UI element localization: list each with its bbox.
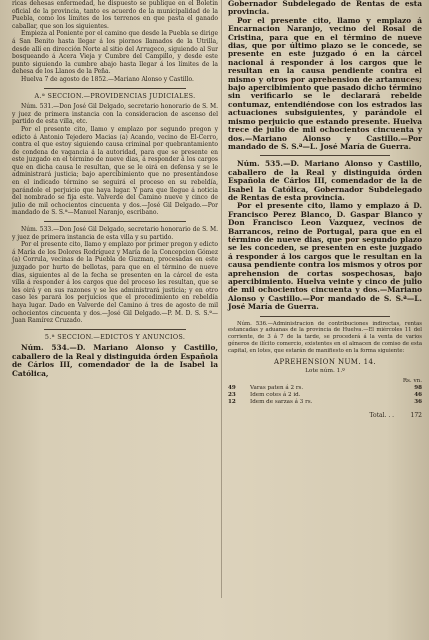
notice-533-body: Por el presente cito, llamo y emplazo por primer pregon y edicto á María de los Dolores Rodríguez y María de la Concepcion Gómez (a) Corrula, vecinas de la Puebla de Guzman, procesadas en este juzgado por hurto de bellotas, para que en el término de nueve dias, siguientes al de la fecha se presenten en la cárcel de esta villa á responder á los cargos que del proceso les resultan, que se les oirá y en sus razones y se les administrará justicia; y en otro caso les parará los perjuicios que el procedimiento en rebeldía haya lugar. Dado en Valverde del Camino á tres de agosto de mil ochocientos cincuenta y dos.—José Gil Delgado.—P. M. D. S. S.ª—Juan Ramírez Cruzado. xyxy=(12,241,218,325)
column-divider xyxy=(221,0,222,598)
notice-531-body: Por el presente cito, llamo y emplazo por segundo pregon y edicto á Antonio Tejedero Macias (a) Acando, vecino de El-Cerro, contra el que estoy siguiendo causa criminal por quebrantamiento de condena de vagancia á la autoridad, para que se presente en este juzgado en el término de nueve dias, á responder á los cargos que en dicha causa le resultan, que se le oirá en defensa y se le administrará justicia; bajo apercibimiento que no presentándose en el indicado término se seguirá el proceso en su rebeldía, parándole el perjuicio que haya lugar. Y para que llegue á noticia del nombrado se fija este. Valverde del Camino nueve y cinco de julio de mil ochocientos cincuenta y dos.—José Gil Delgado.—Por mandado de S. S.ª—Manuel Naranjo, escribano. xyxy=(12,125,218,217)
item-value: 98 xyxy=(414,385,422,392)
left-column xyxy=(12,0,218,378)
items-table xyxy=(228,385,422,406)
notice-531-heading: Núm. 531.—Don José Gil Delgado, secretario honorario de S. M. y juez de primera instancia con la consideracion de ascenso del partido de esta villa, etc. xyxy=(12,103,218,126)
lote-heading: Lote núm. 1.º xyxy=(305,368,345,375)
table-row xyxy=(228,399,422,406)
total-value: 172 xyxy=(410,412,422,420)
item-desc: Idem de sarzas á 3 rs. xyxy=(250,399,313,406)
section-rule xyxy=(44,88,186,89)
item-qty: 12 xyxy=(228,399,236,406)
aprehension-heading: APREHENSION NUM. 14. xyxy=(274,357,376,366)
notice-533-heading: Núm. 533.—Don José Gil Delgado, secretario honorario de S. M. y juez de primera instancia de esta villa y su partido. xyxy=(12,226,218,241)
notice-535-heading: Núm. 535.—D. Mariano Alonso y Castillo, caballero de la Real y distinguida órden Española de Cárlos III, comendador de la de Isabel la Católica, Gobernador Subdelegado de Rentas de esta provincia. xyxy=(228,159,422,202)
right-column xyxy=(228,0,422,420)
notice-534-heading: Núm. 534.—D. Mariano Alonso y Castillo, caballero de la Real y distinguida órden Española de Cárlos III, comendador de la de Isabel la Católica, xyxy=(12,343,218,378)
notice-rule xyxy=(260,316,390,317)
section-heading-edictos: 5.ª SECCION.—EDICTOS Y ANUNCIOS. xyxy=(44,332,186,341)
notice-535-body: Por el presente cito, llamo y emplazo á D. Francisco Perez Blanco, D. Gaspar Blanco y Don Francisco Leon Vazquez, vecinos de Barrancos, reino de Portugal, para que en el término de nueve dias, que por segundo plazo se les conceden, se presenten en este juzgado á responder á los cargos que le resultan en la causa pendiente contra los mismos y otros por aprehension de cortas sospechosas, bajo apercibimiento. Huelva veinte y cinco de julio de mil ochocientos cincuenta y dos.—Mariano Alonso y Castillo.—Por mandado de S. S.ª—L. José María de Guerra. xyxy=(228,201,422,312)
paragraph-boundary: Empieza al Poniente por el camino que desde la Puebla se dirige á San Benito hasta llegar á los piornos llamados de la Utrilla, desde allí en dirección Norte al sitio del Arrugeco, siguiendo al Sur bosqueando á Acera Vieja y Cumbre del Campillo, y desde este punto siguiendo la cumbre abajo hasta llegar á los límites de la dehesa de los Llanos de la Peña. xyxy=(12,30,218,76)
item-value: 46 xyxy=(414,392,422,399)
item-value: 36 xyxy=(414,399,422,406)
notice-rule xyxy=(260,155,390,156)
section-heading-judicial: A.ª SECCION.—PROVIDENCIAS JUDICIALES. xyxy=(34,91,196,100)
notice-534-heading-cont: Gobernador Subdelegado de Rentas de esta provincia. xyxy=(228,0,422,17)
item-qty: 23 xyxy=(228,392,236,399)
paragraph-signature: Huelva 7 de agosto de 1852.—Mariano Alonso y Castillo. xyxy=(21,75,194,83)
item-qty: 49 xyxy=(228,385,236,392)
total-label: Total. . . xyxy=(369,412,395,420)
paragraph-continued: ricas dehesas enfermedad, he dispuesto se publique en el Boletin oficial de la provincia, tanto es acuerdo de la municipalidad de la Puebla, como los límites de los terrenos en que pasta el ganado caballar, que son los siguientes. xyxy=(12,0,218,30)
total-line xyxy=(228,412,422,420)
section-rule xyxy=(44,329,186,330)
notice-534-body: Por el presente cito, llamo y emplazo á Encarnacion Naranjo, vecino del Rosal de Cristina, para que en el término de nueve dias, que por último plazo se le concede, se presente en este juzgado ó en la cárcel nacional á responder á los cargos que le resultan en la causa pendiente contra el mismo y otros por aprehension de artamuces; bajo apercibimiento que pasado dicho término sin verificarlo se le declarará rebelde contumaz, entendiéndose con los estrados las actuaciones subsiguientes, y parándole el mismo perjuicio que estando presente. Huelva trece de julio de mil ochocientos cincuenta y dos.—Mariano Alonso y Castillo.—Por mandado de S. S.ª—L. José María de Guerra. xyxy=(228,15,422,151)
notice-536-body: Núm. 536.—Administracion de contribuciones indirectas, rentas estancadas y aduanas de la provincia de Huelva.—El miércoles 11 del corriente, de 3 á 7 de la tarde, se procederá á la venta de varios géneros de ilícito comercio, existentes en el almacen de comiso de esta capital, en lotes, que estarán de manifiesto en la forma siguiente: xyxy=(228,320,422,354)
currency-header: Rs. vn. xyxy=(402,377,422,384)
notice-rule xyxy=(44,221,186,222)
item-desc: Varas paten á 2 rs. xyxy=(250,385,304,392)
item-desc: Idem cotes á 2 id. xyxy=(250,392,301,399)
